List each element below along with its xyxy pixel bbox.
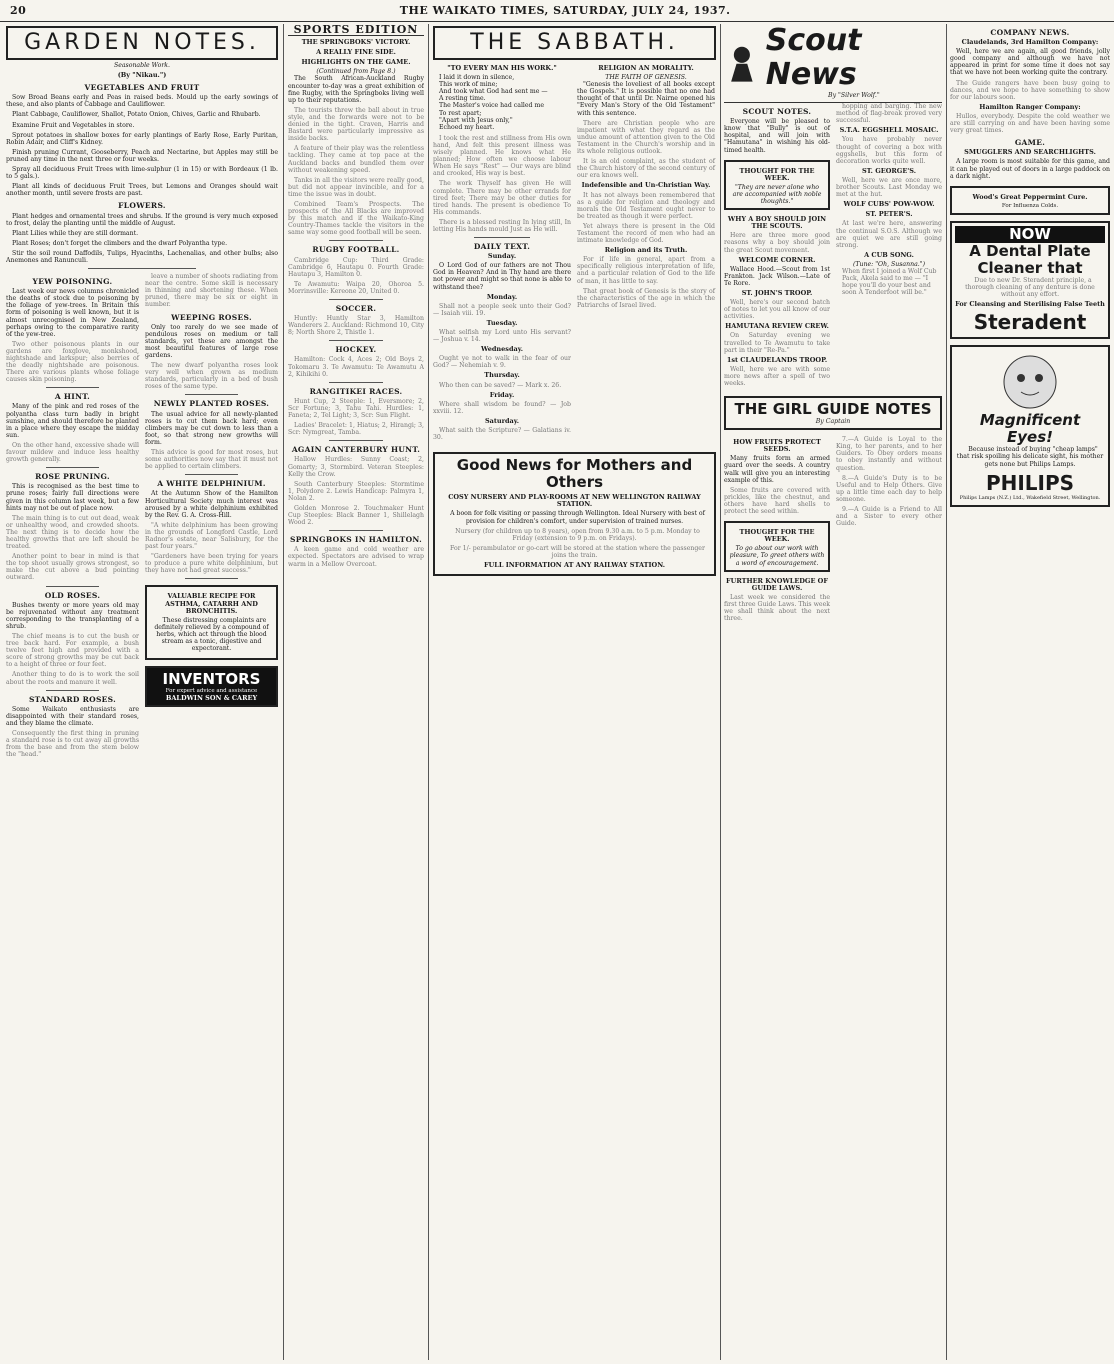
cub-song-heading: A CUB SONG.: [864, 250, 914, 259]
sports-continued: (Continued from Page 8.): [316, 68, 396, 76]
guide-thought-box: [724, 521, 830, 571]
sports-lead-sub: A REALLY FINE SIDE.: [316, 48, 396, 57]
garden-title: GARDEN NOTES.: [6, 26, 278, 60]
scout-title: Scout News: [765, 24, 862, 92]
column-rule: [428, 24, 429, 1360]
inventors-sub: For expert advice and assistance: [165, 688, 258, 695]
cub-song-tune: (Tune: "Oh, Susanna."): [852, 260, 926, 268]
sabbath-section: THE SABBATH. "TO EVERY MAN HIS WORK." I laid it down in silence, This work of mine; And took what God had sent me — A resting time. The Master's voice had called me To rest apart; "Apart with Jesus only," Echoed my heart. I took the rest and stillness from His own hand, And felt this present illness was wisely planned. He knows what He planned; How often we choose labour When He says "Rest" — Our ways are blind and crooked, His way is best. The work Thyself has given He will complete. There may be other errands for tired feet; There may be other duties for tired hands. The present is obedience To His commands. There is a blessed resting In lying still, In letting His hands mould Just as He will. DAILY TEXT. Sunday. O Lord God of our fathers are not Thou God in Heaven? And in Thy hand are there not power and might so that none is able to withstand thee? Monday. Shall not a people seek unto their God? — Isaiah viii. 19. Tuesday. What selfish my Lord unto His servant? — Joshua v. 14. Wednesday. Ought ye not to walk in the fear of our God? — Nehemiah v. 9. Thursday. Who then can be saved? — Mark x. 26. Friday. Where shall wisdom be found? — Job xxviii. 12. Saturday. What saith the Scripture? — Galatians iv. 30. RELIGION AN MORALITY. THE FAITH OF GENESIS. "Genesis the loveliest of all books except the Gospels." It is possible that no one had thought of that until Dr. Nairne opened his "Every Man's Story of the Old Testament" with this sentence. There are Christian people who are impatient with what they regard as the undue amount of attention given to the Old Testament in the Church's worship and in its whole religious outlook. It is an old complaint, as the student of the Church history of the second century of our era knows well. Indefensible and Un-Christian Way. It has not always been remembered that as a guide for religion and theology and morals the Old Testament ought never to be treated as though it were perfect. Yet always there is present in the Old Testament the record of men who had an intimate knowledge of God. Religion and its Truth. For if life in general, apart from a specifically religious interpretation of life, and a particular relation of God to the life of man, it has little to say. That great book of Genesis is the story of the characteristics of the age in which the Patriarchs of Israel lived. Good News for Mothers and Others COSY NURSERY AND PLAY-ROOMS AT NEW WELLINGTON RAILWAY STATION. A boon for folk visiting or passing through Wellington. Ideal Nursery with best of provision for children's comfort, under supervision of trained nurses. Nursery (for children up to 8 years), open from 9.30 a.m. to 5 p.m. Monday to Friday (extension to 9 p.m. on Fridays). For 1/- perambulator or go-cart will be stored at the station where the passenger joins the train. FULL INFORMATION AT ANY RAILWAY STATION.: [433, 24, 716, 582]
railway-nursery-ad: Good News for Mothers and Others COSY NURSERY AND PLAY-ROOMS AT NEW WELLINGTON RAILWAY STATION. A boon for folk visiting or passing through Wellington. Ideal Nursery with best of provision for children's comfort, under supervision of trained nurses. Nursery (for children up to 8 years), open from 9.30 a.m. to 5 p.m. Monday to Friday (extension to 9 p.m. on Fridays). For 1/- perambulator or go-cart will be stored at the station where the passenger joins the train. FULL INFORMATION AT ANY RAILWAY STATION.: [433, 452, 716, 576]
flower-item: Plant Lilies while they are still dormant.: [12, 229, 139, 237]
scout-thought-box: [724, 160, 830, 210]
scout-thought-heading: THOUGHT FOR THE WEEK.: [739, 166, 815, 182]
sunday-text: O Lord God of our fathers are not Thou God in Heaven? And in Thy hand are there not power and might so that none is able to withstand thee?: [433, 262, 571, 291]
sabbath-poem: I laid it down in silence, This work of mine; And took what God had sent me — A resting time. The Master's voice had called me To rest apart; "Apart with Jesus only," Echoed my heart.: [439, 74, 548, 131]
peppermint-ad: [950, 186, 1110, 215]
inventors-title: INVENTORS: [162, 670, 261, 689]
springboks-hamilton-heading: SPRINGBOKS IN HAMILTON.: [290, 535, 422, 545]
game-heading: GAME.: [1014, 138, 1046, 148]
flowers-heading: FLOWERS.: [118, 201, 166, 211]
masthead: [0, 0, 1114, 22]
veg-item: Finish pruning Currant, Gooseberry, Peach and Nectarine, but Apples may still be pruned any time in the next three or four weeks.: [6, 148, 278, 163]
daily-text-heading: DAILY TEXT.: [473, 242, 531, 252]
day-tuesday: Tuesday.: [486, 318, 518, 327]
veg-item: Plant Cabbage, Cauliflower, Shallot, Potato Onion, Chives, Garlic and Rhubarb.: [12, 111, 261, 119]
sports-lead-heading: THE SPRINGBOKS' VICTORY.: [301, 38, 411, 47]
weeping-text: Only too rarely do we see made of pendulous roses on medium or tall standards, yet these are amongst the most beautiful features of large rose gardens.: [145, 323, 278, 359]
genesis-heading: THE FAITH OF GENESIS.: [605, 74, 687, 82]
wolf-cubs-heading: WOLF CUBS' POW-WOW.: [843, 200, 935, 209]
indefensible-heading: Indefensible and Un-Christian Way.: [581, 181, 711, 190]
company-sub: Claudelands, 3rd Hamilton Company:: [961, 38, 1099, 47]
canterbury-heading: AGAIN CANTERBURY HUNT.: [291, 445, 421, 455]
rugby-results-heading: RUGBY FOOTBALL.: [312, 245, 400, 255]
baby-face-icon: [995, 350, 1065, 410]
inventors-ad: [145, 666, 278, 707]
steradent-ad: NOW A Dental Plate Cleaner that Due to new Dr. Steradent principle, a thorough cleaning of any denture is done without any effort. For Cleansing and Sterilising False Teeth Steradent: [950, 221, 1110, 339]
religion-truth-heading: Religion and its Truth.: [604, 246, 688, 255]
scout-notes-heading: SCOUT NOTES.: [742, 107, 812, 117]
veg-heading: VEGETABLES AND FRUIT: [84, 83, 200, 93]
scout-thought-text: "They are never alone who are accompanied with noble thoughts.": [732, 183, 822, 206]
now-badge: NOW: [955, 226, 1105, 243]
eyes-title: Eyes!: [1007, 428, 1053, 447]
flower-item: Plant hedges and ornamental trees and shrubs. If the ground is very much exposed to frost, delay the planting until the middle of August.: [6, 212, 278, 227]
company-heading: COMPANY NEWS.: [990, 28, 1070, 37]
dental-title-b: Cleaner that: [977, 258, 1083, 277]
eyes-text: Because instead of buying "cheap lamps" that risk spoiling his delicate sight, his mother gets none but Philips Lamps.: [956, 446, 1104, 468]
hint-heading: A HINT.: [54, 392, 91, 402]
standard-roses-text: Some Waikato enthusiasts are disappointed with their standard roses, and they blame the climate.: [6, 705, 139, 727]
magnificent-title: Magnificent: [979, 411, 1081, 430]
scout-notes-text: Everyone will be pleased to know that "Bully" is out of hospital, and will join with "Hamutana" in wishing his old-timed health.: [724, 118, 830, 154]
planted-heading: NEWLY PLANTED ROSES.: [153, 399, 270, 409]
scout-emblem-icon: [724, 40, 760, 84]
guide-thought-text: To go about our work with pleasure, To greet others with a word of encouragement.: [729, 545, 825, 567]
flower-item: Stir the soil round Daffodils, Tulips, Hyacinths, Lachenalias, and other bulbs; also Anemones and Ranunculi.: [6, 249, 278, 264]
standard-roses-heading: STANDARD ROSES.: [28, 694, 117, 704]
st-johns-heading: ST. JOHN'S TROOP.: [741, 288, 813, 297]
delphinium-text: At the Autumn Show of the Hamilton Horticultural Society much interest was aroused by a white delphinium exhibited by the Rev. G. A. Cross-Hill.: [145, 490, 278, 519]
veg-item: Sprout potatoes in shallow boxes for early plantings of Early Rose, Early Puritan, Robin Adair, and Cliff's Kidney.: [6, 131, 278, 146]
mosaic-heading: S.T.A. EGGSHELL MOSAIC.: [839, 126, 939, 135]
day-saturday: Saturday.: [484, 416, 520, 425]
scout-byline: By "Silver Wolf.": [828, 92, 880, 99]
garden-subtitle: Seasonable Work.: [113, 62, 171, 69]
inventors-firm: BALDWIN SON & CAREY: [165, 694, 258, 703]
company-ads-column: COMPANY NEWS. Claudelands, 3rd Hamilton Company: Well, here we are again, all good friends, jolly good company and although we have not appeared in print for some time it does not say that we have not been working quite the contrary. The Guide rangers have been busy going to dances, and we hope to have something to show for our labours soon. Hamilton Ranger Company: Hullos, everybody. Despite the cold weather we are still carrying on and have been having some very great times. GAME. SMUGGLERS AND SEARCHLIGHTS. A large room is most suitable for this game, and it can be played out of doors in a large paddock on a dark night. Wood's Great Peppermint Cure. For Influenza Colds. NOW A Dental Plate Cleaner that Due to new Dr. Steradent principle, a thorough cleaning of any denture is done without any effort. For Cleansing and Sterilising False Teeth Steradent Magnificent Eyes! Because instead of buying "cheap lamps" that risk spoiling his delicate sight, his mother gets none but Philips Lamps. PHILIPS Philips Lamps (N.Z.) Ltd., Wakefield Street, Wellington.: [950, 24, 1110, 513]
day-friday: Friday.: [489, 390, 515, 399]
why-join-heading: WHY A BOY SHOULD JOIN THE SCOUTS.: [727, 215, 827, 231]
st-peters-heading: ST. PETER'S.: [865, 210, 913, 219]
old-roses-heading: OLD ROSES.: [44, 590, 101, 600]
guide-byline: By Captain: [815, 418, 851, 426]
sports-column: SPORTS EDITION THE SPRINGBOKS' VICTORY. A REALLY FINE SIDE. HIGHLIGHTS ON THE GAME. (Continued from Page 8.) The South African-Auckland Rugby encounter to-day was a great exhibition of fine Rugby, with the Springboks living well up to their reputations. The tourists threw the ball about in true style, and the forwards were not to be denied in the tight. Craven, Harris and Bastard were particularly impressive as inside backs. A feature of their play was the relentless tackling. They came at top pace at the Auckland backs and bundled them over without weakening speed. Tanks in all the visitors were really good, but did not appear invincible, and for a time the issue was in doubt. Combined Team's Prospects. The prospects of the All Blacks are improved by this match and if the Waikato-King Country-Thames tackle the visitors in the same way some good football will be seen. RUGBY FOOTBALL. Cambridge Cup: Third Grade: Cambridge 6, Hautapu 0. Fourth Grade: Hautapu 3, Hamilton 0. Te Awamutu: Waipa 20, Ohoroa 5. Morrinsville: Kereone 20, United 0. SOCCER. Huntly: Huntly Star 3, Hamilton Wanderers 2. Auckland: Richmond 10, City 8; North Shore 2, Thistle 1. HOCKEY. Hamilton: Cock 4, Aces 2; Old Boys 2, Tokomaru 3. Te Awamutu: Te Awamutu A 2, Kihikihi 0. RANGITIKEI RACES. Hunt Cup, 2 Steeple: 1, Eversmore; 2, Scr Fortune; 3, Tahu Tahi. Hurdles: 1, Faneta; 2, Tel Light; 3, Scr: Sun Flight. Ladies' Bracelet: 1, Hiatus; 2, Hirangi; 3, Scr: Nymgreat, Tamba. AGAIN CANTERBURY HUNT. Hallow Hurdles: Sunny Coast; 2, Gomarty; 3, Stormbird. Veteran Steeples: Kelly the Crow. South Canterbury Steeples: Stormtime 1, Polydore 2. Lewis Handicap: Palmyra 1, Nolan 2. Golden Monrose 2. Touchmaker Hunt Cup Steeples: Black Banner 1, Shillelagh Wood 2. SPRINGBOKS IN HAMILTON. A keen game and cold weather are expected. Spectators are advised to wrap warm in a Mellow Overcoat.: [288, 24, 424, 568]
game-sub: SMUGGLERS AND SEARCHLIGHTS.: [964, 148, 1096, 157]
day-monday: Monday.: [486, 292, 518, 301]
genesis-text: "Genesis the loveliest of all books except the Gospels." It is possible that no one had thought of that until Dr. Nairne opened his "Every Man's Story of the Old Testament" with this sentence.: [577, 81, 715, 117]
sabbath-left-heading: "TO EVERY MAN HIS WORK.": [447, 64, 557, 72]
game-text: A large room is most suitable for this game, and it can be played out of doors in a large paddock on a dark night.: [950, 158, 1110, 180]
philips-ad: [950, 345, 1110, 506]
day-thursday: Thursday.: [484, 371, 520, 380]
hockey-heading: HOCKEY.: [335, 345, 377, 355]
paper-title: THE WAIKATO TIMES, SATURDAY, JULY 24, 1937.: [399, 4, 731, 17]
sabbath-title: THE SABBATH.: [433, 26, 716, 60]
nursery-footer: FULL INFORMATION AT ANY RAILWAY STATION.: [484, 560, 665, 569]
girl-guide-banner: [724, 396, 942, 430]
day-sunday: Sunday.: [487, 252, 517, 261]
recipe-ad: [145, 585, 278, 660]
day-wednesday: Wednesday.: [480, 345, 524, 354]
column-rule: [283, 24, 284, 1360]
weeping-heading: WEEPING ROSES.: [171, 312, 252, 322]
company-text: Well, here we are again, all good friends, jolly good company and although we have not appeared in print for some time it does not say that we have not been working quite the contrary.: [950, 48, 1110, 77]
rangitikei-heading: RANGITIKEI RACES.: [309, 386, 403, 396]
column-rule: [946, 24, 947, 1360]
st-georges-heading: ST. GEORGE'S.: [861, 166, 916, 175]
old-roses-text: Bushes twenty or more years old may be rejuvenated without any treatment corresponding to the transplanting of a shrub.: [6, 601, 139, 630]
sports-lead-sub2: HIGHLIGHTS ON THE GAME.: [301, 58, 411, 67]
philips-sub: Philips Lamps (N.Z.) Ltd., Wakefield Street, Wellington.: [959, 494, 1101, 501]
fruits-text: Many fruits form an armed guard over the seeds. A country walk will give you an interesting example of this.: [724, 455, 830, 484]
recipe-text: These distressing complaints are definitely relieved by a compound of herbs, which act through the blood stream as a tonic, digestive and expectorant.: [154, 616, 269, 653]
steradent-brand: Steradent: [973, 310, 1087, 335]
yew-heading: YEW POISONING.: [32, 277, 113, 287]
philips-brand: PHILIPS: [985, 470, 1075, 495]
rangers-heading: Hamilton Ranger Company:: [979, 102, 1081, 111]
sterilising-line: For Cleansing and Sterilising False Teeth: [955, 300, 1105, 309]
scout-guide-section: Scout News By "Silver Wolf." SCOUT NOTES. Everyone will be pleased to know that "Bully" is out of hospital, and will join with "Hamutana" in wishing his old-timed health. THOUGHT FOR THE WEEK. "They are never alone who are accompanied with noble thoughts." WHY A BOY SHOULD JOIN THE SCOUTS. Here are three more good reasons why a boy should join the great Scout movement. WELCOME CORNER. Wallace Hood.—Scout from 1st Frankton. Jack Wilson.—Late of Te Rore. ST. JOHN'S TROOP. Well, here's our second batch of notes to let you all know of our activities. HAMUTANA REVIEW CREW. On Saturday evening we travelled to Te Awamutu to take part in their "Re-Pa." 1st CLAUDELANDS TROOP. Well, here we are with some more news after a spell of two weeks. hopping and barging. The new method of flag-break proved very successful. S.T.A. EGGSHELL MOSAIC. You have probably never thought of covering a box with eggshells, but this form of decoration works quite well. ST. GEORGE'S. Well, here we are once more, brother Scouts. Last Monday we met at the hut. WOLF CUBS' POW-WOW. ST. PETER'S. At last we're here, answering the continual S.O.S. Although we are quiet we are still going strong. A CUB SONG. (Tune: "Oh, Susanna.") When first I joined a Wolf Cub Pack, Akela said to me — "I hope you'll do your best and soon A Tenderfoot will be." THE GIRL GUIDE NOTES By Captain HOW FRUITS PROTECT SEEDS. Many fruits form an armed guard over the seeds. A country walk will give you an interesting example of this. Some fruits are covered with prickles, like the chestnut, and others have hard shells to protect the seed within. THOUGHT FOR THE WEEK. To go about our work with pleasure, To greet others with a word of encouragement. FURTHER KNOWLEDGE OF GUIDE LAWS. Last week we considered the first three Guide Laws. This week we shall think about the next three. 7.—A Guide is Loyal to the King, to her parents, and to her Guiders. To Obey orders means to obey instantly and without question. 8.—A Guide's Duty is to be Useful and to Help Others. Give up a little time each day to help someone. 9.—A Guide is a Friend to All and a Sister to every other Guide.: [724, 24, 942, 623]
garden-byline: (By "Nikau."): [117, 71, 167, 80]
delphinium-heading: A WHITE DELPHINIUM.: [157, 479, 266, 489]
peppermint-sub: For Influenza Colds.: [1001, 202, 1059, 209]
guide-law-heading: FURTHER KNOWLEDGE OF GUIDE LAWS.: [726, 576, 828, 592]
page-number: 20: [10, 4, 27, 17]
hint-text: Many of the pink and red roses of the polyantha class turn badly in bright sunshine, and should therefore be planted in a place where they escape the midday sun.: [6, 403, 139, 439]
veg-item: Plant all kinds of deciduous Fruit Trees, but Lemons and Oranges should wait another month, until severe frosts are past.: [6, 183, 278, 198]
fruits-heading: HOW FRUITS PROTECT SEEDS.: [733, 438, 821, 454]
guide-title: THE GIRL GUIDE NOTES: [734, 400, 932, 419]
sabbath-right-heading: RELIGION AN MORALITY.: [598, 64, 694, 72]
welcome-heading: WELCOME CORNER.: [738, 255, 816, 264]
sports-title: SPORTS EDITION: [288, 26, 424, 36]
recipe-heading: VALUABLE RECIPE FOR ASTHMA, CATARRH AND BRONCHITIS.: [165, 592, 258, 615]
peppermint-title: Wood's Great Peppermint Cure.: [972, 192, 1088, 201]
garden-notes: GARDEN NOTES. Seasonable Work. (By "Nikau.") VEGETABLES AND FRUIT Sow Broad Beans early and Peas in raised beds. Mould up the early sowings of these, and also plants of Cabbage and Cauliflower. Plant Cabbage, Cauliflower, Shallot, Potato Onion, Chives, Garlic and Rhubarb. Examine Fruit and Vegetables in store. Sprout potatoes in shallow boxes for early plantings of Early Rose, Early Puritan, Robin Adair, and Cliff's Kidney. Finish pruning Currant, Gooseberry, Peach and Nectarine, but Apples may still be pruned any time in the next three or four weeks. Spray all deciduous Fruit Trees with lime-sulphur (1 in 15) or with Bordeaux (1 lb. to 5 gals.). Plant all kinds of deciduous Fruit Trees, but Lemons and Oranges should wait another month, until severe frosts are past. FLOWERS. Plant hedges and ornamental trees and shrubs. If the ground is very much exposed to frost, delay the planting until the middle of August. Plant Lilies while they are still dormant. Plant Roses; don't forget the climbers and the dwarf Polyantha type. Stir the soil round Daffodils, Tulips, Hyacinths, Lachenalias, and other bulbs; also Anemones and Ranunculi. YEW POISONING. Last week our news columns chronicled the deaths of stock due to poisoning by the foliage of yew-trees. In Britain this form of poisoning is well known, but it is almost unrecognised in New Zealand, perhaps owing to the comparative rarity of the yew-tree. Two other poisonous plants in our gardens are foxglove, monkshood, nightshade and larkspur; also berries of the deadly nightshade are poisonous. There are various plants whose foliage causes skin poisoning. A HINT. Many of the pink and red roses of the polyantha class turn badly in bright sunshine, and should therefore be planted in a place where they escape the midday sun. On the other hand, excessive shade will favour mildew and induce less healthy growth generally. ROSE PRUNING. This is recognised as the best time to prune roses; fairly full directions were given in this column last week, but a few hints may not be out of place now. The main thing is to cut out dead, weak or unhealthy wood, and crowded shoots. The next thing is to decide how the healthy growths that are left should be treated. Another point to bear in mind is that the top shoot usually grows strongest, so make the cut above a bud pointing outward. OLD ROSES. Bushes twenty or more years old may be rejuvenated without any treatment corresponding to the transplanting of a shrub. The chief means is to cut the bush or tree back hard. For example, a bush twelve feet high and provided with a score of strong growths may be cut back to a height of three or four feet. Another thing to do is to work the soil about the roots and manure it well. STANDARD ROSES. Some Waikato enthusiasts are disappointed with their standard roses, and they blame the climate. Consequently the first thing in pruning a standard rose is to cut away all growths from the base and from the stem below the "head." leave a number of shoots radiating from near the centre. Some skill is necessary in thinning and shortening these. When pruned, there may be six or eight in number. WEEPING ROSES. Only too rarely do we see made of pendulous roses on medium or tall standards, yet these are amongst the most beautiful features of large rose gardens. The new dwarf polyantha roses look very well when grown as medium standards, particularly in a bed of bush roses of the same type. NEWLY PLANTED ROSES. The usual advice for all newly-planted roses is to cut them back hard; even climbers may be cut down to less than a foot, so that strong new growths will form. This advice is good for most roses, but some authorities now say that it must not be applied to certain climbers. A WHITE DELPHINIUM. At the Autumn Show of the Hamilton Horticultural Society much interest was aroused by a white delphinium exhibited by the Rev. G. A. Cross-Hill. "A white delphinium has been growing in the grounds of Longford Castle, Lord Radnor's estate, near Salisbury, for the past four years." "Gardeners have been trying for years to produce a pure white delphinium, but they have not had great success." VALUABLE RECIPE FOR ASTHMA, CATARRH AND BRONCHITIS. These distressing complaints are definitely relieved by a compound of herbs, which act through the blood stream as a tonic, digestive and expectorant. INVENTORS For expert advice and assistance BALDWIN SON & CAREY: [6, 24, 278, 761]
sports-lead-text: The South African-Auckland Rugby encounter to-day was a great exhibition of fine Rugby, with the Springboks living well up to their reputations.: [288, 75, 424, 104]
good-news-title: Good News for Mothers and Others: [456, 456, 693, 492]
guide-thought-heading: THOUGHT FOR THE WEEK.: [739, 528, 815, 544]
veg-item: Sow Broad Beans early and Peas in raised beds. Mould up the early sowings of these, and also plants of Cabbage and Cauliflower.: [6, 94, 278, 109]
pruning-text: This is recognised as the best time to prune roses; fairly full directions were given in this column last week, but a few hints may not be out of place now.: [6, 483, 139, 512]
dental-title-a: A Dental Plate: [969, 241, 1091, 260]
soccer-heading: SOCCER.: [335, 304, 377, 313]
welcome-text: Wallace Hood.—Scout from 1st Frankton. Jack Wilson.—Late of Te Rore.: [724, 265, 830, 287]
nursery-heading: COSY NURSERY AND PLAY-ROOMS AT NEW WELLINGTON RAILWAY STATION.: [448, 493, 701, 509]
flower-item: Plant Roses; don't forget the climbers and the dwarf Polyantha type.: [12, 239, 228, 247]
veg-item: Examine Fruit and Vegetables in store.: [12, 121, 135, 129]
column-rule: [720, 24, 721, 1360]
veg-item: Spray all deciduous Fruit Trees with lime-sulphur (1 in 15) or with Bordeaux (1 lb. to 5 gals.).: [6, 166, 278, 181]
pruning-heading: ROSE PRUNING.: [35, 472, 110, 482]
nursery-text: A boon for folk visiting or passing through Wellington. Ideal Nursery with best of provision for children's comfort, under supervision of trained nurses.: [450, 510, 705, 525]
yew-text: Last week our news columns chronicled the deaths of stock due to poisoning by the foliage of yew-trees. In Britain this form of poisoning is well known, but it is almost unrecognised in New Zealand, perhaps owing to the comparative rarity of the yew-tree.: [6, 288, 139, 338]
hamutana-heading: HAMUTANA REVIEW CREW.: [725, 322, 829, 331]
planted-text: The usual advice for all newly-planted roses is to cut them back hard; even climbers may be cut down to less than a foot, so that strong new growths will form.: [145, 410, 278, 446]
claudelands-heading: 1st CLAUDELANDS TROOP.: [726, 355, 828, 364]
